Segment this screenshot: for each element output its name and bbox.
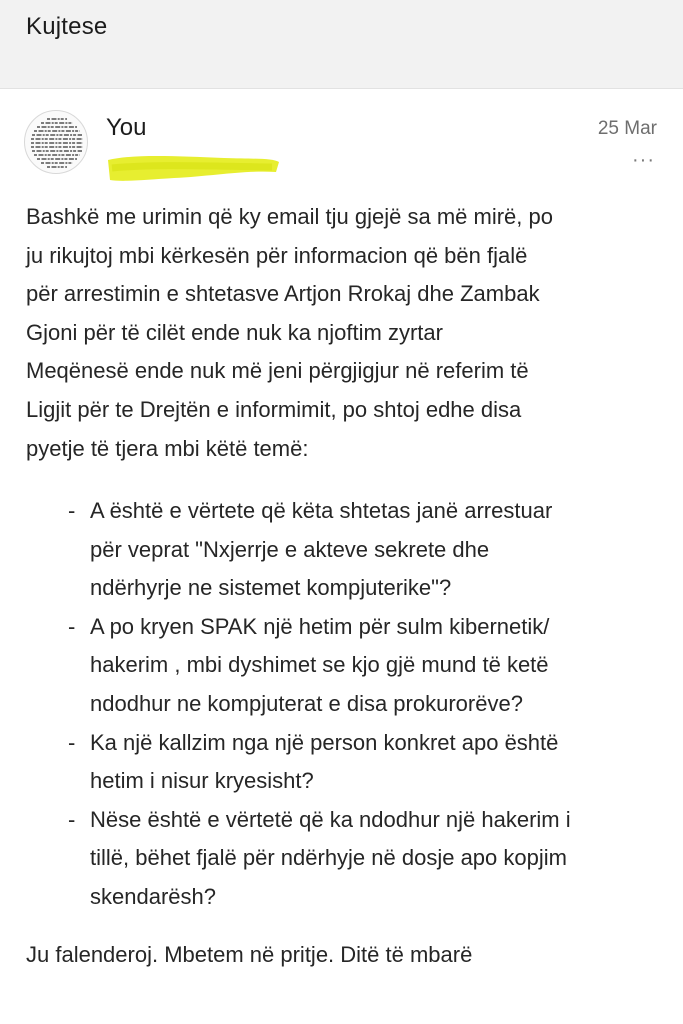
intro-line: Ligjit për te Drejtën e informimit, po shtoj edhe disa xyxy=(26,396,522,422)
page-title: Kujtese xyxy=(26,13,108,40)
question-line: për veprat "Nxjerrje e akteve sekrete dhe xyxy=(90,536,490,562)
list-item xyxy=(68,801,668,917)
list-dash: - xyxy=(68,806,76,832)
question-line: ndodhur ne kompjuterat e disa prokurorëve? xyxy=(90,690,523,716)
sender-name[interactable]: You xyxy=(106,114,147,141)
list-item xyxy=(68,608,668,724)
redaction-highlight xyxy=(104,150,282,186)
more-options-button[interactable] xyxy=(632,150,655,170)
header-divider xyxy=(0,88,683,89)
message-date: 25 Mar xyxy=(597,118,657,139)
question-line: Nëse është e vërtetë që ka ndodhur një hakerim i xyxy=(90,806,571,832)
app-header xyxy=(0,0,683,88)
message-closing: Ju falenderoj. Mbetem në pritje. Ditë të mbarë xyxy=(26,942,473,967)
question-line: skendarësh? xyxy=(90,883,216,909)
intro-line: pyetje të tjera mbi këtë temë: xyxy=(26,435,309,461)
intro-line: për arrestimin e shtetasve Artjon Rrokaj dhe Zambak xyxy=(26,281,540,307)
list-item xyxy=(68,492,668,608)
intro-line: Bashkë me urimin që ky email tju gjejë sa më mirë, po xyxy=(26,204,553,229)
intro-line: Gjoni për të cilët ende nuk ka njoftim zyrtar xyxy=(26,319,443,345)
list-item xyxy=(68,724,668,801)
avatar-text-pattern-icon xyxy=(25,111,88,174)
intro-line: Meqënesë ende nuk më jeni përgjigjur në referim të xyxy=(26,358,529,384)
question-line: A është e vërtete që këta shtetas janë arrestuar xyxy=(90,498,553,523)
message-intro xyxy=(26,198,666,468)
list-dash: - xyxy=(68,613,76,639)
avatar[interactable] xyxy=(24,110,88,174)
ellipsis-icon: ··· xyxy=(632,149,655,171)
question-line: hakerim , mbi dyshimet se kjo gjë mund të ketë xyxy=(90,652,549,678)
list-dash: - xyxy=(68,498,76,523)
question-line: A po kryen SPAK një hetim për sulm kibernetik/ xyxy=(90,613,550,639)
question-line: hetim i nisur kryesisht? xyxy=(90,768,314,794)
list-dash: - xyxy=(68,729,76,755)
question-line: tillë, bëhet fjalë për ndërhyje në dosje apo kopjim xyxy=(90,845,567,871)
question-line: Ka një kallzim nga një person konkret apo është xyxy=(90,729,559,755)
intro-line: ju rikujtoj mbi kërkesën për informacion që bën fjalë xyxy=(26,242,528,268)
question-line: ndërhyrje ne sistemet kompjuterike"? xyxy=(90,575,452,601)
questions-list xyxy=(68,492,668,917)
